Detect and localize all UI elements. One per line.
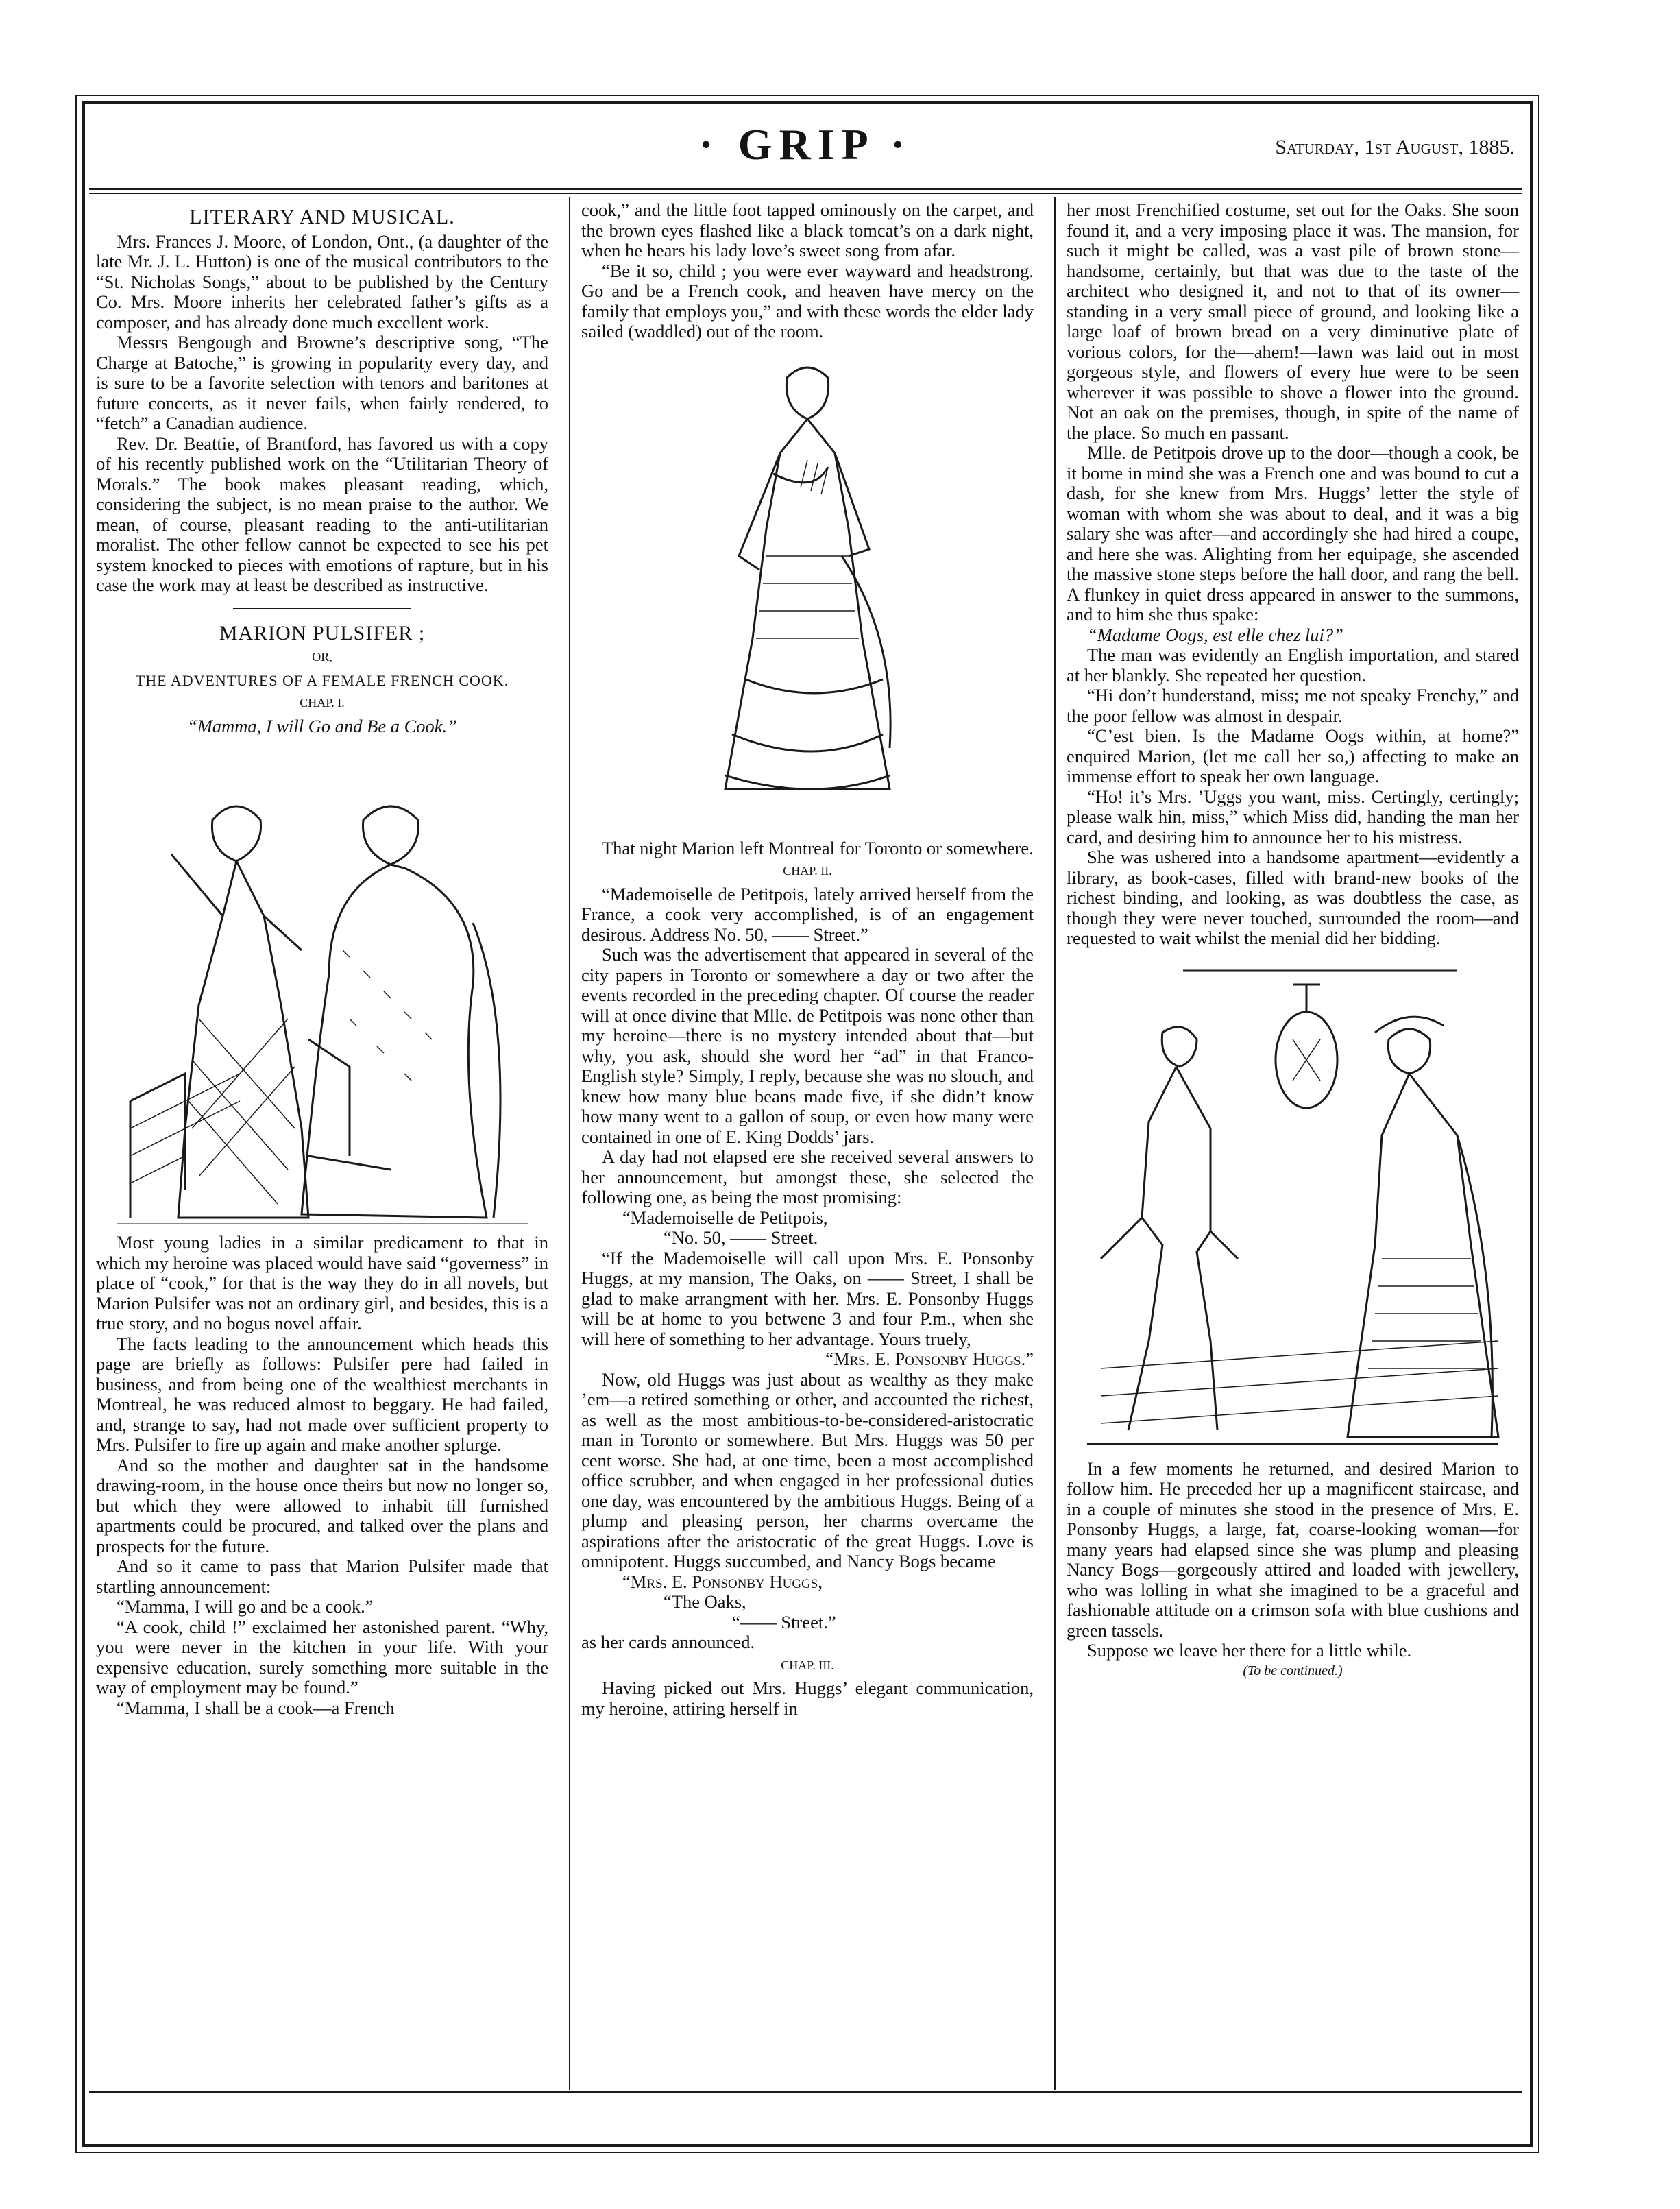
column-1 bbox=[96, 200, 548, 1718]
paragraph: That night Marion left Montreal for Toronto or somewhere. bbox=[602, 837, 1034, 858]
card-line: “The Oaks, bbox=[664, 1591, 746, 1612]
paragraph: And so the mother and daughter sat in the handsome drawing-room, in the house once theirs but now no longer so, but which they were allowed to inhabit till furnished apartments could be procured, and talked over the plans and prospects for the future. bbox=[96, 1454, 548, 1556]
paragraph: Messrs Bengough and Browne’s descriptive song, “The Charge at Batoche,” is growing in popularity every day, and is sure to be a favorite selection with tenors and baritones at future concerts, as it never fails, when fairly rendered, to “fetch” a Canadian audience. bbox=[96, 332, 548, 433]
paragraph: The facts leading to the announcement which heads this page are briefly as follows: Pulsifer pere had failed in business, and from being one of the wealthiest merchants in Montreal, he was reduced almost to beggary. He had failed, and, strange to say, had not made over sufficient property to Mrs. Pulsifer to fire up again and make another splurge. bbox=[96, 1333, 548, 1455]
column-3 bbox=[1067, 200, 1519, 1681]
paragraph: Rev. Dr. Beattie, of Brantford, has favored us with a copy of his recently published work on the “Utilitarian Theory of Morals.” The book makes pleasant reading, which, considering the subject, is no mean praise to the author. We mean, of course, pleasant reading to the anti-utilitarian moralist. The other fellow cannot be expected to see his pet system knocked to pieces with emotions of rapture, but in his case the work may at least be described as instructive. bbox=[96, 433, 548, 595]
chapter-label: CHAP. II. bbox=[783, 864, 832, 878]
paragraph: A day had not elapsed ere she received several answers to her announcement, but amongst these, she selected the following one, as being the most promising: bbox=[581, 1146, 1034, 1207]
paragraph: Suppose we leave her there for a little while. bbox=[1087, 1640, 1412, 1661]
footer-rule bbox=[89, 2091, 1522, 2093]
paragraph: And so it came to pass that Marion Pulsifer made that startling announcement: bbox=[96, 1556, 548, 1597]
paragraph: In a few moments he returned, and desired Marion to follow him. He preceded her up a magnificent staircase, and in a couple of minutes she stood in the presence of Mrs. E. Ponsonby Huggs, a large, fat, coarse-looking woman—for many years had elapsed since she was plump and pleasing Nancy Bogs—gorgeously attired and loaded with jewellery, who was lolling in what she imagined to be a graceful and fashionable attitude on a crimson sofa with blue cushions and green tassels. bbox=[1067, 1458, 1519, 1641]
masthead-title: · GRIP · bbox=[698, 120, 912, 169]
paragraph: “Mademoiselle de Petitpois, lately arrived herself from the France, a cook very accomplished, is of an engagement desirous. Address No. 50, —— Street.” bbox=[581, 883, 1034, 945]
section-separator bbox=[233, 608, 411, 609]
illustration-mother-daughter bbox=[103, 745, 541, 1224]
paragraph: Now, old Huggs was just about as wealthy as they make ’em—a retired something or other, and accounted the richest, as well as the most ambitious-to-be-considered-aristocratic man in Toronto or somewhere. But Mrs. Huggs was 50 per cent worse. She had, at one time, been a most accomplished office scrubber, and when engaged in her professional duties one day, was encountered by the ambitious Huggs. Being of a plump and pleasing person, her charms overcame the aspirations after the aristocratic of the great Huggs. Love is omnipotent. Huggs succumbed, and Nancy Bogs became bbox=[581, 1368, 1034, 1571]
paragraph: “Mamma, I will go and be a cook.” bbox=[117, 1596, 374, 1617]
letter-line: “Mademoiselle de Petitpois, bbox=[622, 1207, 828, 1228]
chapter-label: CHAP. III. bbox=[781, 1658, 834, 1672]
paragraph: “Hi don’t hunderstand, miss; me not speaky Frenchy,” and the poor fellow was almost in despair. bbox=[1067, 685, 1519, 726]
column-divider bbox=[569, 197, 570, 2090]
chapter-label: CHAP. I. bbox=[300, 696, 345, 710]
paragraph: The man was evidently an English importation, and stared at her blankly. She repeated her question. bbox=[1067, 644, 1519, 686]
paragraph: “Madame Oogs, est elle chez lui?” bbox=[1087, 624, 1343, 645]
card-line: “Mrs. E. Ponsonby Huggs, bbox=[622, 1571, 823, 1592]
paragraph: “Ho! it’s Mrs. ’Uggs you want, miss. Certingly, certingly; please walk hin, miss,” which Miss did, handing the man her card, and desiring him to announce her to his mistress. bbox=[1067, 786, 1519, 847]
header-rule-thin bbox=[89, 193, 1522, 194]
paragraph: Mlle. de Petitpois drove up to the door—though a cook, be it borne in mind she was a French one and was bound to cut a dash, for she knew from Mrs. Huggs’ letter the style of woman with whom she was about to deal, and it was a big salary she was after—and accordingly she had hired a coupe, and here she was. Alighting from her equipage, she ascended the massive stone steps before the hall door, and rang the bell. A flunkey in quiet dress appeared in answer to the summons, and to him she thus spake: bbox=[1067, 442, 1519, 625]
to-be-continued: (To be continued.) bbox=[1243, 1663, 1343, 1678]
paragraph: Mrs. Frances J. Moore, of London, Ont., (a daughter of the late Mr. J. L. Hutton) is one of the musical contributors to the “St. Nicholas Songs,” about to be published by the Century Co. Mrs. Moore inherits her celebrated father’s gifts as a composer, and has already done much excellent work. bbox=[96, 230, 548, 333]
paragraph: “A cook, child !” exclaimed her astonished parent. “Why, you were never in the kitchen in your life. With your expensive education, surely something more suitable in the way of employment may be found.” bbox=[96, 1616, 548, 1698]
or-line: OR, bbox=[312, 650, 332, 664]
column-2 bbox=[581, 200, 1034, 1719]
paragraph: “Be it so, child ; you were ever wayward and headstrong. Go and be a French cook, and heaven have mercy on the family that employs you,” and with these words the elder lady sailed (waddled) out of the room. bbox=[581, 260, 1034, 341]
letter-signature: “Mrs. E. Ponsonby Huggs.” bbox=[825, 1349, 1034, 1369]
paragraph: cook,” and the little foot tapped ominously on the carpet, and the brown eyes flashed like a black tomcat’s on a dark night, when he hears his lady love’s sweet song from afar. bbox=[581, 200, 1034, 261]
section-heading: LITERARY AND MUSICAL. bbox=[189, 206, 455, 228]
illustration-marion-walking bbox=[664, 350, 951, 830]
paragraph: Having picked out Mrs. Huggs’ elegant communication, my heroine, attiring herself in bbox=[581, 1678, 1034, 1719]
paragraph: as her cards announced. bbox=[581, 1632, 755, 1652]
paragraph: “C’est bien. Is the Madame Oogs within, at home?” enquired Marion, (let me call her so,) affecting to make an immense effort to speak her own language. bbox=[1067, 725, 1519, 786]
paragraph: She was ushered into a handsome apartment—evidently a library, as book-cases, filled with brand-new books of the richest binding, and looking, as was doubtless the case, as though they were never touched, surrounded the room—and requested to wait whilst the menial did her bidding. bbox=[1067, 847, 1519, 948]
card-line: “—— Street.” bbox=[732, 1611, 836, 1632]
column-divider bbox=[1054, 197, 1056, 2090]
story-title: MARION PULSIFER ; bbox=[219, 621, 426, 644]
issue-date: Saturday, 1st August, 1885. bbox=[1275, 136, 1515, 158]
paragraph: Such was the advertisement that appeared in several of the city papers in Toronto or somewhere a day or two after the events recorded in the preceding chapter. Of course the reader will at once divine that Mlle. de Petitpois was none other than my heroine—there is no mystery intended about that—but why, you ask, should she word her “ad” in that Franco-English style? Simply, I reply, because she was no slouch, and knew how many blue beans made five, if she didn’t know how many went to a gallon of soup, or even how many were contained in one of E. King Dodds’ jars. bbox=[581, 944, 1034, 1147]
chapter-title: “Mamma, I will Go and Be a Cook.” bbox=[187, 715, 457, 736]
paragraph: her most Frenchified costume, set out for the Oaks. She soon found it, and a very imposing place it was. The mansion, for such it might be called, was a vast pile of brown stone—handsome, certainly, but that was due to the taste of the architect who designed it, and not to that of its owner—standing in a very small piece of ground, and looking like a large loaf of brown bread on a very diminutive plate of vorious colors, for the—ahem!—lawn was laid out in most gorgeous style, and flowers of every hue were to be seen wherever it was possible to shove a flower into the ground. Not an oak on the premises, though, in spite of the name of the place. So much en passant. bbox=[1067, 200, 1519, 443]
paragraph: “Mamma, I shall be a cook—a French bbox=[117, 1697, 395, 1718]
paragraph: “If the Mademoiselle will call upon Mrs. E. Ponsonby Huggs, at my mansion, The Oaks, on —— Street, I shall be glad to make arrangment with her. Mrs. E. Ponsonby Huggs will be at home to you betwene 3 and four P.m., when she will here of something to her advantage. Yours truely, bbox=[581, 1247, 1034, 1349]
header-rule bbox=[89, 188, 1522, 190]
story-subtitle: THE ADVENTURES OF A FEMALE FRENCH COOK. bbox=[135, 671, 509, 689]
masthead bbox=[89, 117, 1522, 185]
letter-line: “No. 50, —— Street. bbox=[664, 1227, 818, 1248]
paragraph: Most young ladies in a similar predicament to that in which my heroine was placed would have said “governess” in place of “cook,” for that is the way they do in all novels, but Marion Pulsifer was not an ordinary girl, and besides, this is a true story, and no bogus novel affair. bbox=[96, 1232, 548, 1333]
illustration-flunkey-and-marion bbox=[1073, 957, 1512, 1451]
